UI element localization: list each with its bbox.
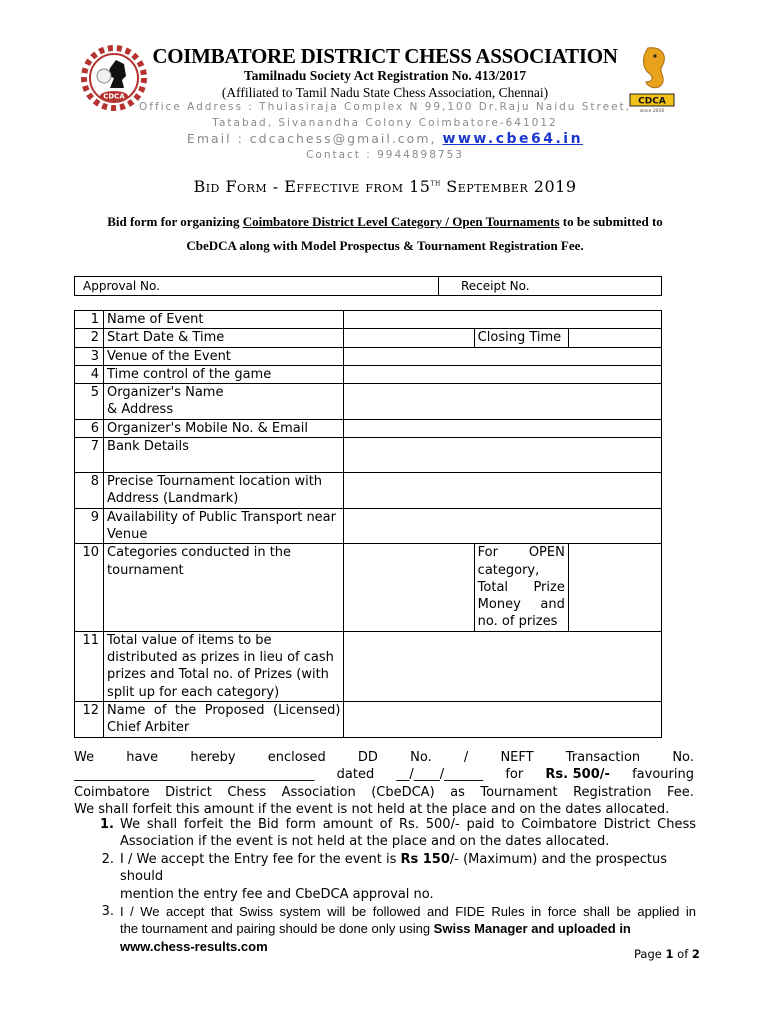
- word: DD: [357, 750, 378, 765]
- word: hereby: [190, 750, 236, 765]
- table-row: [75, 473, 662, 509]
- word: dated: [336, 767, 375, 783]
- list-number: 3.: [101, 904, 114, 920]
- page-total: 2: [691, 947, 700, 961]
- list-number: 1.: [100, 817, 114, 832]
- row-label: [104, 473, 344, 509]
- row-extra-line: category,: [477, 562, 540, 578]
- row-extra-line: [478, 544, 565, 561]
- row-extra-line: [478, 579, 565, 596]
- row-number: 11: [75, 631, 104, 701]
- word: Chess: [227, 784, 267, 800]
- row-label: [104, 508, 344, 544]
- right-logo-subtext: since 2016: [639, 109, 665, 114]
- word: OPEN: [528, 545, 565, 561]
- list-line: I / We accept that Swiss system will be followed and FIDE Rules in force shall be applied in: [120, 904, 696, 920]
- row-number: 2: [75, 329, 104, 347]
- venue-field[interactable]: [344, 347, 662, 365]
- bid-title-prefix: Bid Form - Effective from 15: [193, 177, 431, 196]
- list-line: mention the entry fee and CbeDCA approval no.: [120, 886, 434, 902]
- transport-field[interactable]: [344, 508, 662, 544]
- transaction-no-blank[interactable]: _____________________________________: [74, 767, 315, 783]
- chess-results-link[interactable]: www.chess-results.com: [120, 938, 268, 954]
- prize-value-field[interactable]: [344, 631, 662, 701]
- row-label-line: Availability of Public Transport near: [107, 509, 336, 525]
- list-number: 2.: [101, 851, 114, 867]
- row-number: 3: [75, 347, 104, 365]
- row-label-line: Categories conducted in the: [107, 545, 292, 561]
- table-row: [75, 365, 662, 383]
- word: Prize: [533, 579, 565, 595]
- row-label-line: Organizer's Name: [107, 385, 224, 401]
- row-label: Organizer's Mobile No. & Email: [104, 419, 344, 437]
- word: Registration: [573, 784, 652, 800]
- word: and: [540, 597, 565, 613]
- word: Total: [477, 579, 509, 595]
- row-number: 7: [75, 438, 104, 473]
- terms-list: [74, 816, 696, 955]
- bid-title-sup: th: [430, 178, 441, 188]
- declaration-line-4: We shall forfeit this amount if the event is not held at the place and on the dates allocated.: [74, 802, 670, 818]
- table-row: [75, 631, 662, 701]
- row-label-line: Precise Tournament location with: [107, 474, 323, 490]
- list-text: [120, 851, 696, 903]
- cotton-flower-icon: [97, 69, 111, 83]
- word: for: [505, 767, 524, 783]
- table-row: [75, 438, 662, 473]
- bid-title-suffix: September 2019: [440, 177, 577, 196]
- bid-form-title: [0, 177, 770, 196]
- declaration-line-1: [74, 749, 694, 766]
- row-label-line: Chief Arbiter: [107, 720, 190, 736]
- word: favouring: [632, 767, 694, 783]
- office-address-line-2: Tatabad, Sivanandha Colony Coimbatore-641012: [212, 117, 558, 129]
- page-number: [634, 947, 700, 961]
- word: We: [74, 750, 95, 765]
- right-logo-text: CDCA: [638, 96, 666, 107]
- declaration-paragraph: [74, 749, 694, 819]
- swiss-manager-text: Swiss Manager and uploaded in: [433, 921, 631, 937]
- email-address: Email : cdcachess@gmail.com,: [186, 131, 437, 146]
- organizer-field[interactable]: [344, 384, 662, 420]
- row-number: 1: [75, 311, 104, 329]
- approval-table: [74, 276, 662, 296]
- table-row: [75, 384, 662, 420]
- categories-field[interactable]: [344, 544, 474, 631]
- row-label: Time control of the game: [104, 365, 344, 383]
- receipt-no-cell[interactable]: [439, 277, 662, 296]
- word: Association: [281, 784, 356, 800]
- word: For: [477, 545, 498, 561]
- row-label-line: Address (Landmark): [107, 491, 239, 507]
- word: Coimbatore: [74, 784, 150, 800]
- page-of: of: [673, 947, 692, 961]
- approval-no-label: Approval No.: [83, 279, 160, 293]
- registration-line: Tamilnadu Society Act Registration No. 413/2017: [243, 68, 527, 83]
- word: District: [165, 784, 212, 800]
- contact-line: Contact : 9944898753: [306, 149, 464, 161]
- word: have: [126, 750, 159, 765]
- row-label-line: Venue: [107, 526, 148, 542]
- table-row: [75, 508, 662, 544]
- row-label: Venue of the Event: [104, 347, 344, 365]
- fee-amount: Rs. 500/-: [545, 767, 610, 783]
- row-label: Start Date & Time: [104, 329, 344, 347]
- intro-text-underlined: Coimbatore District Level Category / Open Tournaments: [242, 214, 560, 229]
- list-line: We shall forfeit the Bid form amount of Rs. 500/- paid to Coimbatore District Chess: [120, 817, 696, 832]
- list-line: [120, 920, 696, 937]
- word: (CbeDCA): [371, 784, 435, 800]
- entry-fee-amount: Rs 150: [400, 851, 450, 867]
- row-number: 8: [75, 473, 104, 509]
- chief-arbiter-field[interactable]: [344, 701, 662, 737]
- closing-time-label: Closing Time: [474, 329, 568, 347]
- list-text-part: /- (Maximum) and the prospectus should: [120, 851, 668, 885]
- declaration-line-2: [74, 766, 694, 783]
- row-number: 9: [75, 508, 104, 544]
- list-text-part: the tournament and pairing should be done only using: [120, 921, 434, 937]
- intro-text-b: to be submitted to: [559, 214, 663, 229]
- row-label-line: distributed as prizes in lieu of cash: [107, 650, 334, 666]
- closing-time-field[interactable]: [568, 329, 661, 347]
- row-label-line: Total value of items to be: [107, 632, 272, 648]
- row-label-line: & Address: [107, 402, 174, 418]
- word: Money: [477, 597, 521, 613]
- word: No.: [672, 750, 694, 765]
- row-label-line: Name of the Proposed (Licensed): [107, 702, 341, 718]
- row-number: 5: [75, 384, 104, 420]
- list-line: Association if the event is not held at the place and on the dates allocated.: [120, 834, 610, 850]
- row-number: 6: [75, 419, 104, 437]
- intro-text-a: Bid form for organizing: [107, 214, 243, 229]
- bid-form-table: [74, 310, 662, 738]
- time-control-field[interactable]: [344, 365, 662, 383]
- list-text-part: I / We accept the Entry fee for the event is: [120, 851, 401, 867]
- row-label-line: tournament: [107, 562, 184, 578]
- email-line: [120, 131, 650, 147]
- row-label: Name of Event: [104, 311, 344, 329]
- word: /: [463, 750, 469, 765]
- word: Transaction: [565, 750, 641, 765]
- list-text: [120, 903, 696, 955]
- row-label: Bank Details: [104, 438, 344, 473]
- start-date-field[interactable]: [344, 329, 474, 347]
- date-blank[interactable]: __/____/______: [396, 767, 484, 783]
- row-label: [104, 384, 344, 420]
- row-number: 12: [75, 701, 104, 737]
- bank-details-field[interactable]: [344, 438, 662, 473]
- list-item: [74, 851, 696, 903]
- word: Fee.: [666, 784, 694, 800]
- table-row: [75, 311, 662, 329]
- table-row: [75, 701, 662, 737]
- row-extra-line: [478, 596, 565, 613]
- row-number: 4: [75, 365, 104, 383]
- intro-line-1: [60, 214, 710, 230]
- row-label-line: prizes and Total no. of Prizes (with: [107, 667, 329, 683]
- list-item: [74, 903, 696, 955]
- approval-no-cell[interactable]: [75, 277, 439, 296]
- affiliation-line: (Affiliated to Tamil Nadu State Chess Association, Chennai): [221, 85, 549, 100]
- table-row: [75, 347, 662, 365]
- row-label: [104, 701, 344, 737]
- list-line: [120, 851, 696, 886]
- list-text: [120, 816, 696, 851]
- location-field[interactable]: [344, 473, 662, 509]
- table-row: [75, 544, 662, 631]
- page-current: 1: [665, 947, 674, 961]
- row-label-line: split up for each category): [107, 684, 280, 700]
- row-label: [104, 631, 344, 701]
- open-category-label: [474, 544, 568, 631]
- word: enclosed: [267, 750, 326, 765]
- event-name-field[interactable]: [344, 311, 662, 329]
- intro-line-2: CbeDCA along with Model Prospectus & Tournament Registration Fee.: [186, 238, 584, 253]
- row-extra-line: no. of prizes: [477, 614, 558, 630]
- office-address-line: Office Address : Thulasiraja Complex N 99,100 Dr.Raju Naidu Street,: [138, 101, 632, 113]
- list-item: [74, 816, 696, 851]
- website-link[interactable]: www.cbe64.in: [442, 131, 584, 147]
- word: No.: [410, 750, 432, 765]
- word: as: [450, 784, 465, 800]
- word: Tournament: [480, 784, 558, 800]
- left-logo-text: CDCA: [103, 92, 125, 101]
- prize-money-field[interactable]: [568, 544, 661, 631]
- receipt-no-label: Receipt No.: [461, 279, 530, 293]
- table-row: [75, 419, 662, 437]
- mobile-email-field[interactable]: [344, 419, 662, 437]
- table-row: [75, 329, 662, 347]
- row-number: 10: [75, 544, 104, 631]
- association-title: COIMBATORE DISTRICT CHESS ASSOCIATION: [152, 44, 618, 68]
- row-label: [104, 544, 344, 631]
- word: NEFT: [500, 750, 534, 765]
- page-prefix: Page: [634, 947, 666, 961]
- declaration-line-3: [74, 784, 694, 801]
